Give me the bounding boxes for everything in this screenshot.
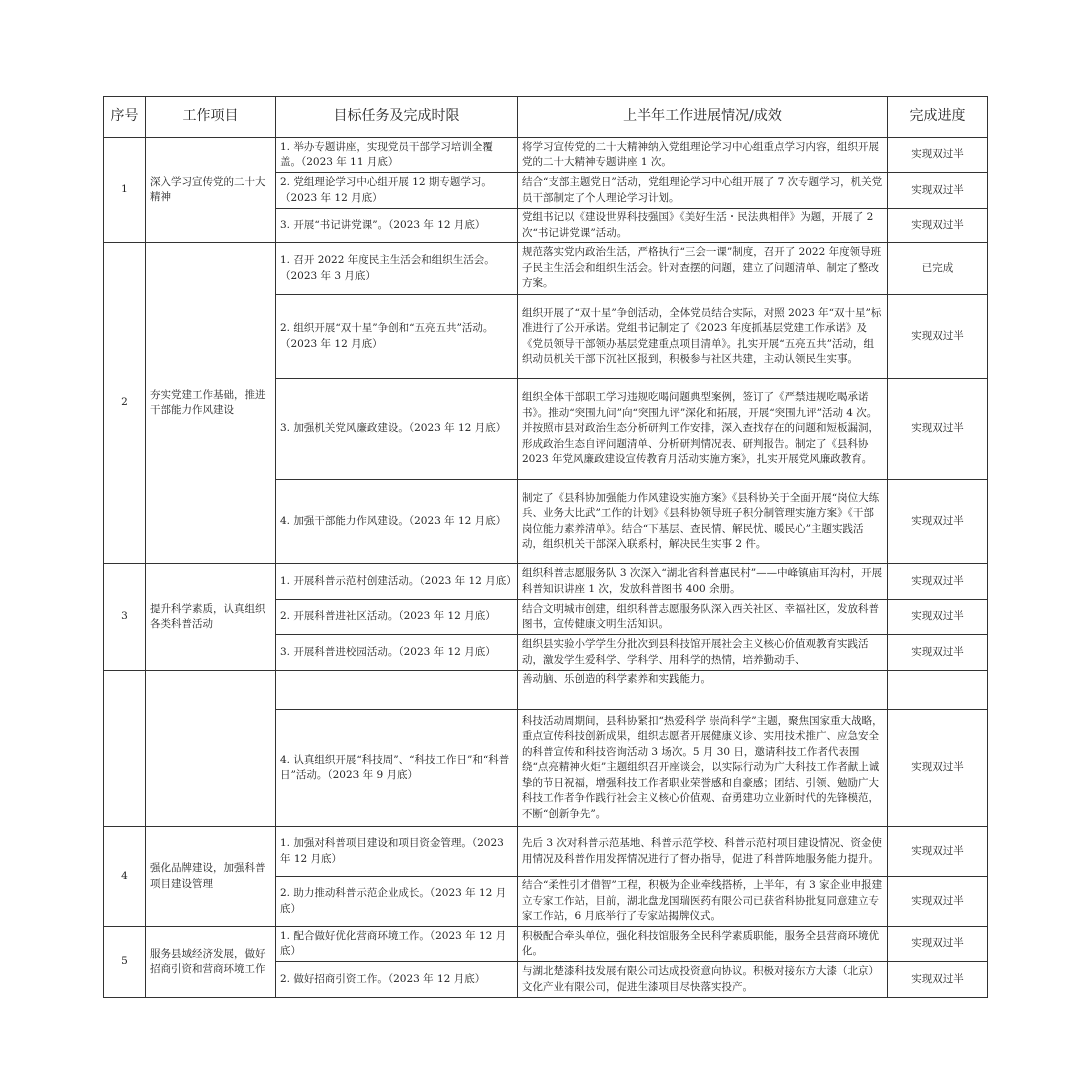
header-no: 序号 — [104, 97, 146, 138]
row-progress: 与湖北楚漆科技发展有限公司达成投资意向协议。积极对接东方大漆（北京）文化产业有限公司，促进生漆项目尽快落实投产。 — [518, 962, 888, 998]
status-cell: 实现双过半 — [888, 710, 988, 827]
status-cell: 实现双过半 — [888, 379, 988, 480]
row-project: 提升科学素质，认真组织各类科普活动 — [146, 564, 276, 671]
status-cell: 实现双过半 — [888, 564, 988, 600]
header-progress: 上半年工作进展情况/成效 — [518, 97, 888, 138]
work-progress-table — [103, 96, 988, 998]
status-cell: 实现双过半 — [888, 927, 988, 962]
row-progress: 结合“柔性引才借智”工程，积极为企业牵线搭桥，上半年，有 3 家企业申报建立专家工作站，目前，湖北盘龙国瑞医药有限公司已获省科协批复同意建立专家工作站，6 月底举行了专家站揭牌仪式。 — [518, 877, 888, 927]
row-project: 深入学习宣传党的二十大精神 — [146, 138, 276, 243]
status-cell: 实现双过半 — [888, 877, 988, 927]
status-cell: 实现双过半 — [888, 962, 988, 998]
row-target: 2. 党组理论学习中心组开展 12 期专题学习。（2023 年 12 月底） — [276, 173, 518, 209]
status-cell: 实现双过半 — [888, 138, 988, 173]
row-no: 2 — [104, 243, 146, 564]
table-row — [104, 671, 988, 710]
row-target: 2. 助力推动科普示范企业成长。（2023 年 12 月底） — [276, 877, 518, 927]
status-cell: 实现双过半 — [888, 480, 988, 564]
header-target: 目标任务及完成时限 — [276, 97, 518, 138]
header-status: 完成进度 — [888, 97, 988, 138]
row-target: 1. 加强对科普项目建设和项目资金管理。（2023 年 12 月底） — [276, 827, 518, 877]
row-progress: 结合“支部主题党日”活动，党组理论学习中心组开展了 7 次专题学习，机关党员干部制定了个人理论学习计划。 — [518, 173, 888, 209]
row-target: 3. 加强机关党风廉政建设。（2023 年 12 月底） — [276, 379, 518, 480]
row-target: 3. 开展科普进校园活动。（2023 年 12 月底） — [276, 635, 518, 671]
row-target: 1. 配合做好优化营商环境工作。（2023 年 12 月底） — [276, 927, 518, 962]
row-progress: 组织开展了“双十星”争创活动，全体党员结合实际，对照 2023 年“双十星”标准进行了公开承诺。党组书记制定了《2023 年度抓基层党建工作承诺》及《党员领导干部领办基层党建重点项目清单》。扎实开展“五亮五共”活动，组织动员机关干部下沉社区报到，积极参与社区共建，主动认领民生实事。 — [518, 295, 888, 379]
row-no: 1 — [104, 138, 146, 243]
row-target: 1. 举办专题讲座，实现党员干部学习培训全覆盖。（2023 年 11 月底） — [276, 138, 518, 173]
row-progress: 组织县实验小学学生分批次到县科技馆开展社会主义核心价值观教育实践活动，激发学生爱科学、学科学、用科学的热情，培养勤动手、 — [518, 635, 888, 671]
status-cell: 实现双过半 — [888, 635, 988, 671]
status-cell: 已完成 — [888, 243, 988, 295]
row-progress: 将学习宣传党的二十大精神纳入党组理论学习中心组重点学习内容，组织开展党的二十大精神专题讲座 1 次。 — [518, 138, 888, 173]
row-no: 3 — [104, 564, 146, 671]
row-progress: 党组书记以《建设世界科技强国》《美好生活・民法典相伴》为题，开展了 2 次“书记讲党课”活动。 — [518, 209, 888, 243]
row-target: 1. 开展科普示范村创建活动。（2023 年 12 月底） — [276, 564, 518, 600]
row-project: 服务县域经济发展，做好招商引资和营商环境工作 — [146, 927, 276, 998]
row-no: 4 — [104, 827, 146, 927]
row-target: 2. 做好招商引资工作。（2023 年 12 月底） — [276, 962, 518, 998]
row-target: 1. 召开 2022 年度民主生活会和组织生活会。（2023 年 3 月底） — [276, 243, 518, 295]
row-target: 4. 加强干部能力作风建设。（2023 年 12 月底） — [276, 480, 518, 564]
row-target: 3. 开展“书记讲党课”。（2023 年 12 月底） — [276, 209, 518, 243]
row-project: 强化品牌建设，加强科普项目建设管理 — [146, 827, 276, 927]
table-header-row — [104, 97, 988, 138]
table-row — [104, 564, 988, 600]
table-row — [104, 138, 988, 173]
row-progress: 积极配合牵头单位，强化科技馆服务全民科学素质职能，服务全县营商环境优化。 — [518, 927, 888, 962]
row-target: 2. 组织开展“双十星”争创和“五亮五共”活动。（2023 年 12 月底） — [276, 295, 518, 379]
row-progress: 先后 3 次对科普示范基地、科普示范学校、科普示范村项目建设情况、资金使用情况及科普作用发挥情况进行了督办指导，促进了科普阵地服务能力提升。 — [518, 827, 888, 877]
header-project: 工作项目 — [146, 97, 276, 138]
table-row — [104, 927, 988, 962]
status-cell: 实现双过半 — [888, 295, 988, 379]
status-cell: 实现双过半 — [888, 827, 988, 877]
row-progress-continued: 善动脑、乐创造的科学素养和实践能力。 — [518, 671, 888, 710]
status-cell: 实现双过半 — [888, 600, 988, 635]
row-no: 5 — [104, 927, 146, 998]
row-progress: 组织全体干部职工学习违规吃喝问题典型案例，签订了《严禁违规吃喝承诺书》。推动“突围九问”向“突围九评”深化和拓展，开展“突围九评”活动 4 次。并按照市县对政治生态分析研判工作安排，深入查找存在的问题和短板漏洞，形成政治生态自评问题清单、分析研判情况表、研判报告。制定了《县科协 2023 年党风廉政建设宣传教育月活动实施方案》，扎实开展党风廉政教育。 — [518, 379, 888, 480]
row-progress: 制定了《县科协加强能力作风建设实施方案》《县科协关于全面开展“岗位大练兵、业务大比武”工作的计划》《县科协领导班子积分制管理实施方案》《干部岗位能力素养清单》。结合“下基层、查民情、解民忧、暖民心”主题实践活动，组织机关干部深入联系村，解决民生实事 2 件。 — [518, 480, 888, 564]
table-row — [104, 243, 988, 295]
status-cell: 实现双过半 — [888, 209, 988, 243]
row-target: 2. 开展科普进社区活动。（2023 年 12 月底） — [276, 600, 518, 635]
row-progress: 科技活动周期间，县科协紧扣“热爱科学 崇尚科学”主题，聚焦国家重大战略，重点宣传科技创新成果，组织志愿者开展健康义诊、实用技术推广、应急安全的科普宣传和科技咨询活动 3 场次。5 月 30 日，邀请科技工作者代表围绕“点亮精神火炬”主题组织召开座谈会，以实际行动为广大科技工作者献上诚挚的节日祝福，增强科技工作者职业荣誉感和自豪感；团结、引领、勉励广大科技工作者争作践行社会主义核心价值观、奋勇建功立业新时代的先锋模范，不断“创新争先”。 — [518, 710, 888, 827]
table-row — [104, 827, 988, 877]
row-progress: 组织科普志愿服务队 3 次深入“湖北省科普惠民村”——中峰镇庙耳沟村，开展科普知识讲座 1 次，发放科普图书 400 余册。 — [518, 564, 888, 600]
row-progress: 结合文明城市创建，组织科普志愿服务队深入西关社区、幸福社区，发放科普图书，宣传健康文明生活知识。 — [518, 600, 888, 635]
status-cell: 实现双过半 — [888, 173, 988, 209]
row-progress: 规范落实党内政治生活，严格执行“三会一课”制度，召开了 2022 年度领导班子民主生活会和组织生活会。针对查摆的问题，建立了问题清单、制定了整改方案。 — [518, 243, 888, 295]
row-project: 夯实党建工作基础，推进干部能力作风建设 — [146, 243, 276, 564]
row-target: 4. 认真组织开展“科技周”、“科技工作日”和“科普日”活动。（2023 年 9 月底） — [276, 710, 518, 827]
